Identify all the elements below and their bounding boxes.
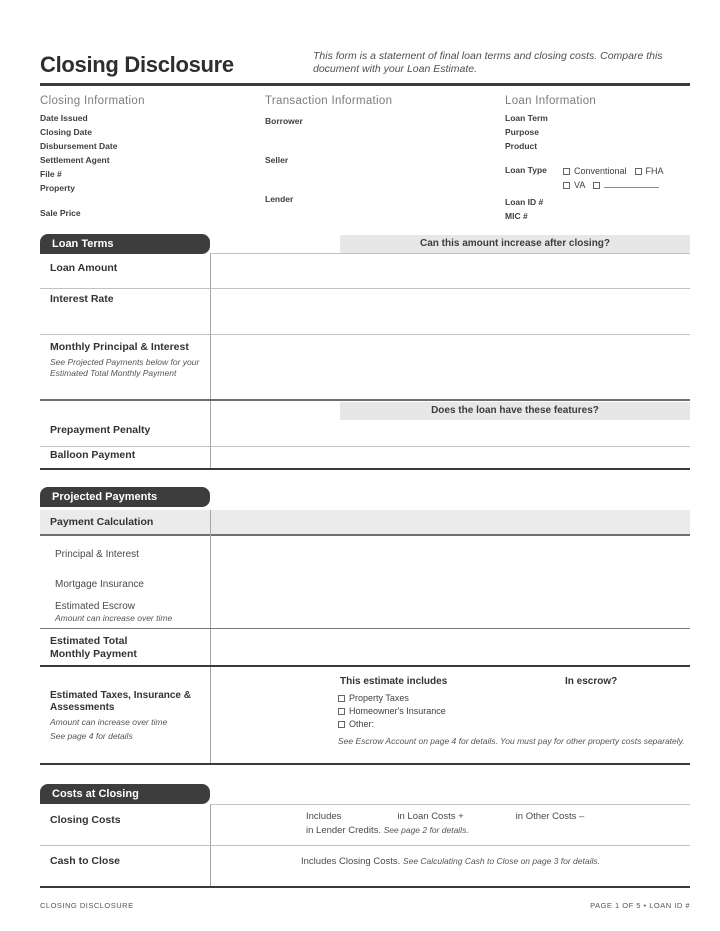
homeowners-insurance-checkbox[interactable] [338, 705, 446, 718]
row-label-estimated-total-monthly-payment: Estimated Total Monthly Payment [50, 635, 137, 660]
field-label-property: Property [40, 183, 75, 193]
row-label-cash-to-close: Cash to Close [50, 855, 121, 867]
divider [40, 399, 690, 401]
checkbox-label: Conventional [574, 166, 627, 176]
checkbox-icon [563, 182, 570, 189]
divider [40, 845, 690, 846]
row-label-mortgage-insurance: Mortgage Insurance [55, 579, 144, 590]
column-divider [210, 510, 211, 763]
closing-costs-other-costs: in Other Costs – [515, 811, 585, 822]
divider [40, 665, 690, 667]
payment-calculation-header: Payment Calculation [40, 510, 690, 536]
transaction-information-heading: Transaction Information [265, 95, 393, 107]
loan-terms-section-tab: Loan Terms [40, 234, 210, 254]
row-label-principal-interest: Principal & Interest [55, 549, 139, 560]
footer-page-number: PAGE 1 OF 5 • LOAN ID # [590, 901, 690, 910]
row-label-loan-amount: Loan Amount [50, 262, 118, 274]
cash-to-close-detail [301, 856, 600, 867]
field-label-lender: Lender [265, 194, 294, 204]
row-label-closing-costs: Closing Costs [50, 814, 121, 826]
in-escrow-heading: In escrow? [565, 676, 618, 687]
closing-costs-includes: Includes [306, 811, 342, 822]
loan-features-banner: Does the loan have these features? [340, 402, 690, 420]
estimate-includes-heading: This estimate includes [340, 676, 448, 687]
projected-payments-section-tab: Projected Payments [40, 487, 210, 507]
form-intro-text: This form is a statement of final loan terms and closing costs. Compare this document with your Loan Estimate. [313, 50, 663, 75]
checkbox-label: VA [574, 180, 586, 190]
checkbox-icon [635, 168, 642, 175]
field-label-settlement-agent: Settlement Agent [40, 155, 110, 165]
field-label-product: Product [505, 141, 538, 151]
checkbox-label: Other: [349, 719, 375, 729]
header-divider [40, 83, 690, 86]
taxes-note-see-page-4: See page 4 for details [50, 731, 133, 741]
row-label-estimated-taxes-insurance: Estimated Taxes, Insurance & Assessments [50, 690, 191, 713]
section-end-divider [40, 886, 690, 888]
divider [210, 804, 690, 805]
row-label-estimated-escrow: Estimated Escrow [55, 601, 136, 612]
escrow-note: Amount can increase over time [55, 613, 173, 623]
field-label-loan-type: Loan Type [505, 165, 547, 175]
closing-costs-see-note: See page 2 for details. [383, 825, 469, 835]
field-label-closing-date: Closing Date [40, 127, 92, 137]
row-label-interest-rate: Interest Rate [50, 293, 114, 305]
closing-costs-loan-costs: in Loan Costs + [397, 811, 464, 822]
closing-costs-lender-credits: in Lender Credits. [306, 825, 381, 836]
divider [40, 288, 690, 289]
divider [210, 253, 690, 254]
field-label-seller: Seller [265, 155, 289, 165]
page-title: Closing Disclosure [40, 52, 234, 77]
cash-to-close-includes: Includes Closing Costs. [301, 856, 401, 867]
checkbox-label: FHA [645, 166, 664, 176]
property-taxes-checkbox[interactable] [338, 692, 409, 705]
other-estimate-checkbox[interactable] [338, 718, 374, 731]
field-label-sale-price: Sale Price [40, 208, 81, 218]
checkbox-icon [338, 721, 345, 728]
field-label-disbursement-date: Disbursement Date [40, 141, 118, 151]
loan-type-va-checkbox[interactable] [563, 180, 585, 190]
column-divider [210, 254, 211, 469]
field-label-mic: MIC # [505, 211, 528, 221]
field-label-loan-term: Loan Term [505, 113, 548, 123]
section-end-divider [40, 763, 690, 765]
closing-information-heading: Closing Information [40, 95, 145, 107]
loan-type-other-checkbox[interactable] [593, 180, 659, 190]
field-label-file-number: File # [40, 169, 62, 179]
loan-information-heading: Loan Information [505, 95, 597, 107]
escrow-account-footnote: See Escrow Account on page 4 for details. You must pay for other property costs separately. [338, 736, 685, 746]
checkbox-icon [338, 695, 345, 702]
closing-costs-detail-line-1 [306, 811, 584, 822]
section-end-divider [40, 468, 690, 470]
field-label-borrower: Borrower [265, 116, 303, 126]
cash-to-close-see-note: See Calculating Cash to Close on page 3 for details. [402, 856, 600, 866]
row-label-monthly-principal-interest: Monthly Principal & Interest [50, 341, 189, 353]
row-label-balloon-payment: Balloon Payment [50, 449, 136, 461]
other-loan-type-blank [604, 180, 659, 188]
field-label-date-issued: Date Issued [40, 113, 88, 123]
row-label-prepayment-penalty: Prepayment Penalty [50, 424, 151, 436]
costs-at-closing-section-tab: Costs at Closing [40, 784, 210, 804]
checkbox-label: Homeowner's Insurance [349, 706, 446, 716]
field-label-purpose: Purpose [505, 127, 540, 137]
divider [40, 628, 690, 629]
checkbox-icon [563, 168, 570, 175]
checkbox-label: Property Taxes [349, 693, 409, 703]
increase-after-closing-banner: Can this amount increase after closing? [340, 235, 690, 253]
divider [40, 446, 690, 447]
checkbox-icon [593, 182, 600, 189]
divider [40, 334, 690, 335]
checkbox-icon [338, 708, 345, 715]
monthly-pi-note: See Projected Payments below for your Estimated Total Monthly Payment [50, 357, 200, 378]
field-label-loan-id: Loan ID # [505, 197, 544, 207]
footer-document-name: CLOSING DISCLOSURE [40, 901, 134, 910]
closing-costs-detail-line-2 [306, 825, 469, 836]
taxes-note-increase: Amount can increase over time [50, 717, 168, 727]
loan-type-options-row-2 [563, 175, 659, 193]
